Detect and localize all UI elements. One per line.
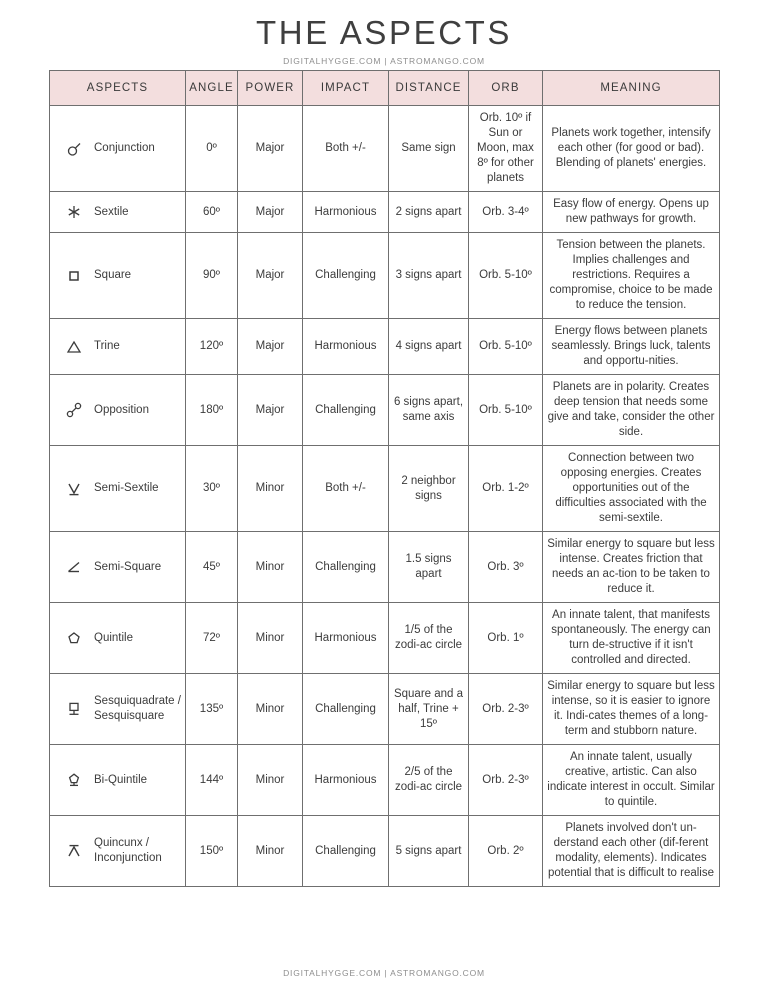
distance-cell: 4 signs apart <box>389 319 469 375</box>
table-header-row <box>50 71 720 106</box>
distance-cell: Same sign <box>389 106 469 192</box>
impact-cell: Harmonious <box>303 192 389 233</box>
aspect-cell <box>50 319 186 375</box>
power-cell: Minor <box>238 816 303 887</box>
power-cell: Major <box>238 233 303 319</box>
opposition-glyph <box>54 402 94 418</box>
aspect-name: Quintile <box>94 631 133 644</box>
meaning-cell: Tension between the planets. Implies challenges and restrictions. Requires a compromise, choice to be made to reduce the tension. <box>543 233 720 319</box>
column-header-power: POWER <box>238 71 303 106</box>
angle-cell: 0º <box>186 106 238 192</box>
distance-cell: 3 signs apart <box>389 233 469 319</box>
sesquiquadrate-glyph <box>54 701 94 717</box>
angle-cell: 135º <box>186 674 238 745</box>
angle-cell: 45º <box>186 532 238 603</box>
aspect-cell <box>50 192 186 233</box>
table-header <box>50 71 720 106</box>
orb-cell: Orb. 2-3º <box>469 745 543 816</box>
conjunction-glyph <box>54 141 94 157</box>
power-cell: Minor <box>238 603 303 674</box>
distance-cell: 1/5 of the zodi-ac circle <box>389 603 469 674</box>
impact-cell: Both +/- <box>303 446 389 532</box>
angle-cell: 144º <box>186 745 238 816</box>
orb-cell: Orb. 3º <box>469 532 543 603</box>
orb-cell: Orb. 5-10º <box>469 319 543 375</box>
aspect-name: Semi-Sextile <box>94 482 159 494</box>
aspect-name: Trine <box>94 340 120 352</box>
power-cell: Major <box>238 192 303 233</box>
orb-cell: Orb. 1º <box>469 603 543 674</box>
aspect-name: Sextile <box>94 205 129 218</box>
distance-cell: 1.5 signs apart <box>389 532 469 603</box>
aspect-cell <box>50 603 186 674</box>
table-row <box>50 106 720 192</box>
meaning-cell: Similar energy to square but less intense, so it is easier to ignore it. Indi-cates themes of a long-term and stubborn nature. <box>543 674 720 745</box>
meaning-cell: Planets involved don't un-derstand each other (dif-ferent modality, elements). Indicates potential that is difficult to realise <box>543 816 720 887</box>
aspect-name: Quincunx / Inconjunction <box>94 837 162 864</box>
distance-cell: 2 signs apart <box>389 192 469 233</box>
aspects-table <box>49 70 720 887</box>
table-row <box>50 674 720 745</box>
orb-cell: Orb. 10º if Sun or Moon, max 8º for other planets <box>469 106 543 192</box>
meaning-cell: Planets are in polarity. Creates deep tension that needs some give and take, consider the other side. <box>543 375 720 446</box>
meaning-cell: Planets work together, intensify each other (for good or bad). Blending of planets' energies. <box>543 106 720 192</box>
distance-cell: 6 signs apart, same axis <box>389 375 469 446</box>
table-row <box>50 603 720 674</box>
table-row <box>50 192 720 233</box>
meaning-cell: Similar energy to square but less intense. Creates friction that needs an ac-tion to be taken to reduce it. <box>543 532 720 603</box>
table-row <box>50 532 720 603</box>
table-row <box>50 745 720 816</box>
power-cell: Minor <box>238 674 303 745</box>
page-title: THE ASPECTS <box>256 14 512 51</box>
trine-glyph <box>54 339 94 355</box>
column-header-impact: IMPACT <box>303 71 389 106</box>
aspect-cell <box>50 816 186 887</box>
impact-cell: Both +/- <box>303 106 389 192</box>
meaning-cell: An innate talent, that manifests spontaneously. The energy can turn de-structive if it isn't controlled and directed. <box>543 603 720 674</box>
aspects-table-container <box>49 70 719 887</box>
angle-cell: 72º <box>186 603 238 674</box>
angle-cell: 30º <box>186 446 238 532</box>
orb-cell: Orb. 3-4º <box>469 192 543 233</box>
meaning-cell: Energy flows between planets seamlessly. Brings luck, talents and opportu-nities. <box>543 319 720 375</box>
column-header-meaning: MEANING <box>543 71 720 106</box>
square-glyph <box>54 268 94 284</box>
bi-quintile-glyph <box>54 772 94 788</box>
distance-cell: 5 signs apart <box>389 816 469 887</box>
quincunx-glyph <box>54 843 94 859</box>
aspect-name: Sesquiquadrate / Sesquisquare <box>94 695 181 722</box>
aspect-name: Conjunction <box>94 142 155 154</box>
aspect-cell <box>50 106 186 192</box>
distance-cell: 2 neighbor signs <box>389 446 469 532</box>
semi-square-glyph <box>54 559 94 575</box>
semi-sextile-glyph <box>54 481 94 497</box>
column-header-distance: DISTANCE <box>389 71 469 106</box>
orb-cell: Orb. 5-10º <box>469 233 543 319</box>
impact-cell: Harmonious <box>303 603 389 674</box>
aspect-cell <box>50 446 186 532</box>
orb-cell: Orb. 2-3º <box>469 674 543 745</box>
page-footer: DIGITALHYGGE.COM | ASTROMANGO.COM <box>283 968 485 978</box>
power-cell: Minor <box>238 745 303 816</box>
distance-cell: 2/5 of the zodi-ac circle <box>389 745 469 816</box>
power-cell: Minor <box>238 446 303 532</box>
table-row <box>50 375 720 446</box>
aspect-name: Square <box>94 269 132 281</box>
impact-cell: Harmonious <box>303 745 389 816</box>
power-cell: Minor <box>238 532 303 603</box>
impact-cell: Challenging <box>303 532 389 603</box>
column-header-orb: ORB <box>469 71 543 106</box>
angle-cell: 180º <box>186 375 238 446</box>
angle-cell: 90º <box>186 233 238 319</box>
orb-cell: Orb. 2º <box>469 816 543 887</box>
orb-cell: Orb. 5-10º <box>469 375 543 446</box>
aspect-cell <box>50 674 186 745</box>
power-cell: Major <box>238 106 303 192</box>
table-row <box>50 319 720 375</box>
table-row <box>50 816 720 887</box>
aspect-cell <box>50 375 186 446</box>
column-header-aspects: ASPECTS <box>50 71 186 106</box>
angle-cell: 120º <box>186 319 238 375</box>
aspect-name: Bi-Quintile <box>94 773 148 786</box>
page-subtitle: DIGITALHYGGE.COM | ASTROMANGO.COM <box>283 56 485 66</box>
aspect-cell <box>50 745 186 816</box>
quintile-glyph <box>54 630 94 646</box>
column-header-angle: ANGLE <box>186 71 238 106</box>
power-cell: Major <box>238 375 303 446</box>
meaning-cell: Easy flow of energy. Opens up new pathways for growth. <box>543 192 720 233</box>
sextile-glyph <box>54 204 94 220</box>
table-row <box>50 446 720 532</box>
meaning-cell: An innate talent, usually creative, artistic. Can also indicate interest in occult. Similar to quintile. <box>543 745 720 816</box>
meaning-cell: Connection between two opposing energies. Creates opportunities out of the difficulties associated with the semi-sextile. <box>543 446 720 532</box>
aspect-name: Opposition <box>94 403 149 416</box>
aspect-cell <box>50 233 186 319</box>
impact-cell: Harmonious <box>303 319 389 375</box>
table-row <box>50 233 720 319</box>
aspect-cell <box>50 532 186 603</box>
table-body <box>50 106 720 887</box>
impact-cell: Challenging <box>303 375 389 446</box>
power-cell: Major <box>238 319 303 375</box>
impact-cell: Challenging <box>303 233 389 319</box>
angle-cell: 150º <box>186 816 238 887</box>
impact-cell: Challenging <box>303 816 389 887</box>
angle-cell: 60º <box>186 192 238 233</box>
distance-cell: Square and a half, Trine + 15º <box>389 674 469 745</box>
orb-cell: Orb. 1-2º <box>469 446 543 532</box>
impact-cell: Challenging <box>303 674 389 745</box>
aspect-name: Semi-Square <box>94 560 162 573</box>
